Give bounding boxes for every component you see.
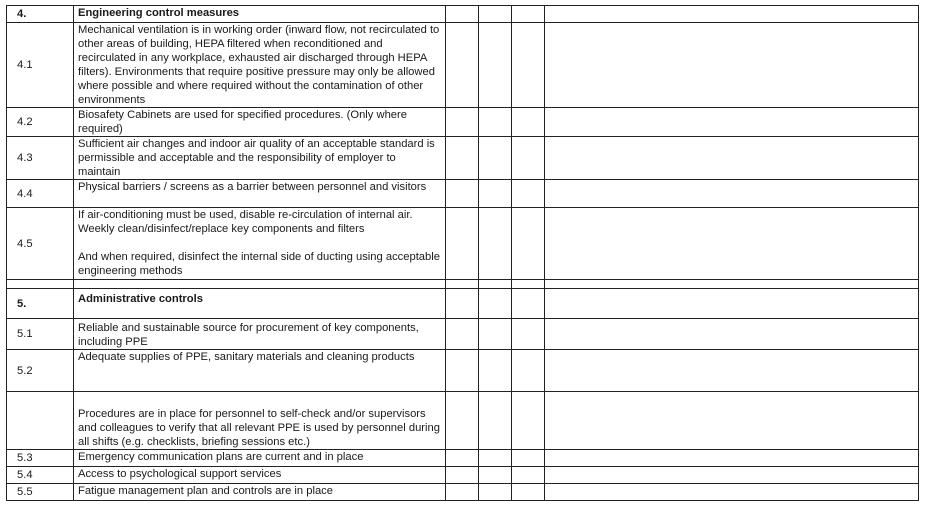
comment-cell[interactable] bbox=[545, 6, 919, 23]
check-cell[interactable] bbox=[512, 180, 545, 208]
section-number: 5. bbox=[7, 289, 74, 319]
check-cell[interactable] bbox=[512, 6, 545, 23]
comment-cell[interactable] bbox=[545, 484, 919, 501]
check-cell[interactable] bbox=[479, 289, 512, 319]
check-cell[interactable] bbox=[446, 208, 479, 280]
item-text-para-1: If air-conditioning must be used, disable re-circulation of internal air. Weekly clean/disinfect/replace key components and filters bbox=[78, 209, 413, 235]
comment-cell[interactable] bbox=[545, 137, 919, 180]
item-number: 5.5 bbox=[7, 484, 74, 501]
check-cell[interactable] bbox=[479, 484, 512, 501]
check-cell[interactable] bbox=[446, 392, 479, 450]
item-number: 4.1 bbox=[7, 23, 74, 108]
comment-cell[interactable] bbox=[545, 467, 919, 484]
check-cell[interactable] bbox=[479, 180, 512, 208]
check-cell[interactable] bbox=[512, 289, 545, 319]
table-row bbox=[7, 208, 919, 280]
item-text: Mechanical ventilation is in working order (inward flow, not recirculated to other areas of building, HEPA filtered when reconditioned and recirculated in any workplace, exhausted air discharged through HEPA filters). Environments that require positive pressure may only be allowed where possible and where required without the contamination of other environments bbox=[74, 23, 446, 108]
check-cell[interactable] bbox=[479, 450, 512, 467]
check-cell[interactable] bbox=[512, 108, 545, 137]
check-cell[interactable] bbox=[446, 319, 479, 350]
check-cell[interactable] bbox=[479, 467, 512, 484]
item-text-para-2: And when required, disinfect the internal side of ducting using acceptable engineering methods bbox=[78, 251, 440, 277]
item-number: 5.2 bbox=[7, 350, 74, 392]
check-cell[interactable] bbox=[446, 350, 479, 392]
check-cell[interactable] bbox=[446, 484, 479, 501]
check-cell[interactable] bbox=[446, 289, 479, 319]
check-cell[interactable] bbox=[479, 108, 512, 137]
check-cell[interactable] bbox=[512, 450, 545, 467]
item-text: Procedures are in place for personnel to self-check and/or supervisors and colleagues to verify that all relevant PPE is used by personnel during all shifts (e.g. checklists, briefing sessions etc.) bbox=[74, 392, 446, 450]
table-row bbox=[7, 350, 919, 392]
check-cell[interactable] bbox=[479, 208, 512, 280]
section-header-row bbox=[7, 289, 919, 319]
checklist-table bbox=[6, 5, 919, 501]
item-text: Biosafety Cabinets are used for specified procedures. (Only where required) bbox=[74, 108, 446, 137]
item-text: Access to psychological support services bbox=[74, 467, 446, 484]
table-row bbox=[7, 137, 919, 180]
check-cell[interactable] bbox=[446, 23, 479, 108]
comment-cell[interactable] bbox=[545, 108, 919, 137]
check-cell[interactable] bbox=[479, 350, 512, 392]
comment-cell[interactable] bbox=[545, 319, 919, 350]
item-text: Sufficient air changes and indoor air quality of an acceptable standard is permissible and acceptable and the responsibility of employer to maintain bbox=[74, 137, 446, 180]
check-cell[interactable] bbox=[512, 467, 545, 484]
section-title: Engineering control measures bbox=[74, 6, 446, 23]
section-header-row bbox=[7, 6, 919, 23]
check-cell[interactable] bbox=[446, 137, 479, 180]
item-number: 4.2 bbox=[7, 108, 74, 137]
item-number: 5.3 bbox=[7, 450, 74, 467]
comment-cell[interactable] bbox=[545, 350, 919, 392]
check-cell[interactable] bbox=[479, 23, 512, 108]
check-cell[interactable] bbox=[446, 6, 479, 23]
table-row bbox=[7, 23, 919, 108]
item-text: Reliable and sustainable source for procurement of key components, including PPE bbox=[74, 319, 446, 350]
table-row bbox=[7, 484, 919, 501]
comment-cell[interactable] bbox=[545, 289, 919, 319]
comment-cell[interactable] bbox=[545, 180, 919, 208]
check-cell[interactable] bbox=[479, 319, 512, 350]
item-text: Emergency communication plans are current and in place bbox=[74, 450, 446, 467]
comment-cell[interactable] bbox=[545, 392, 919, 450]
item-number: 4.4 bbox=[7, 180, 74, 208]
item-text bbox=[74, 208, 446, 280]
comment-cell[interactable] bbox=[545, 208, 919, 280]
check-cell[interactable] bbox=[446, 108, 479, 137]
table-row bbox=[7, 180, 919, 208]
item-number: 5.4 bbox=[7, 467, 74, 484]
item-text: Physical barriers / screens as a barrier between personnel and visitors bbox=[74, 180, 446, 208]
check-cell[interactable] bbox=[512, 319, 545, 350]
item-number: 4.3 bbox=[7, 137, 74, 180]
check-cell[interactable] bbox=[479, 137, 512, 180]
table-row bbox=[7, 319, 919, 350]
check-cell[interactable] bbox=[512, 350, 545, 392]
item-number: 4.5 bbox=[7, 208, 74, 280]
item-number bbox=[7, 392, 74, 450]
check-cell[interactable] bbox=[512, 392, 545, 450]
section-number: 4. bbox=[7, 6, 74, 23]
table-row bbox=[7, 108, 919, 137]
check-cell[interactable] bbox=[479, 392, 512, 450]
spacer-row bbox=[7, 280, 919, 289]
check-cell[interactable] bbox=[512, 208, 545, 280]
table-row bbox=[7, 467, 919, 484]
check-cell[interactable] bbox=[512, 137, 545, 180]
table-row bbox=[7, 392, 919, 450]
check-cell[interactable] bbox=[512, 23, 545, 108]
item-number: 5.1 bbox=[7, 319, 74, 350]
comment-cell[interactable] bbox=[545, 23, 919, 108]
check-cell[interactable] bbox=[446, 450, 479, 467]
check-cell[interactable] bbox=[512, 484, 545, 501]
check-cell[interactable] bbox=[446, 180, 479, 208]
check-cell[interactable] bbox=[479, 6, 512, 23]
check-cell[interactable] bbox=[446, 467, 479, 484]
table-row bbox=[7, 450, 919, 467]
section-title: Administrative controls bbox=[74, 289, 446, 319]
item-text: Adequate supplies of PPE, sanitary materials and cleaning products bbox=[74, 350, 446, 392]
item-text: Fatigue management plan and controls are in place bbox=[74, 484, 446, 501]
comment-cell[interactable] bbox=[545, 450, 919, 467]
